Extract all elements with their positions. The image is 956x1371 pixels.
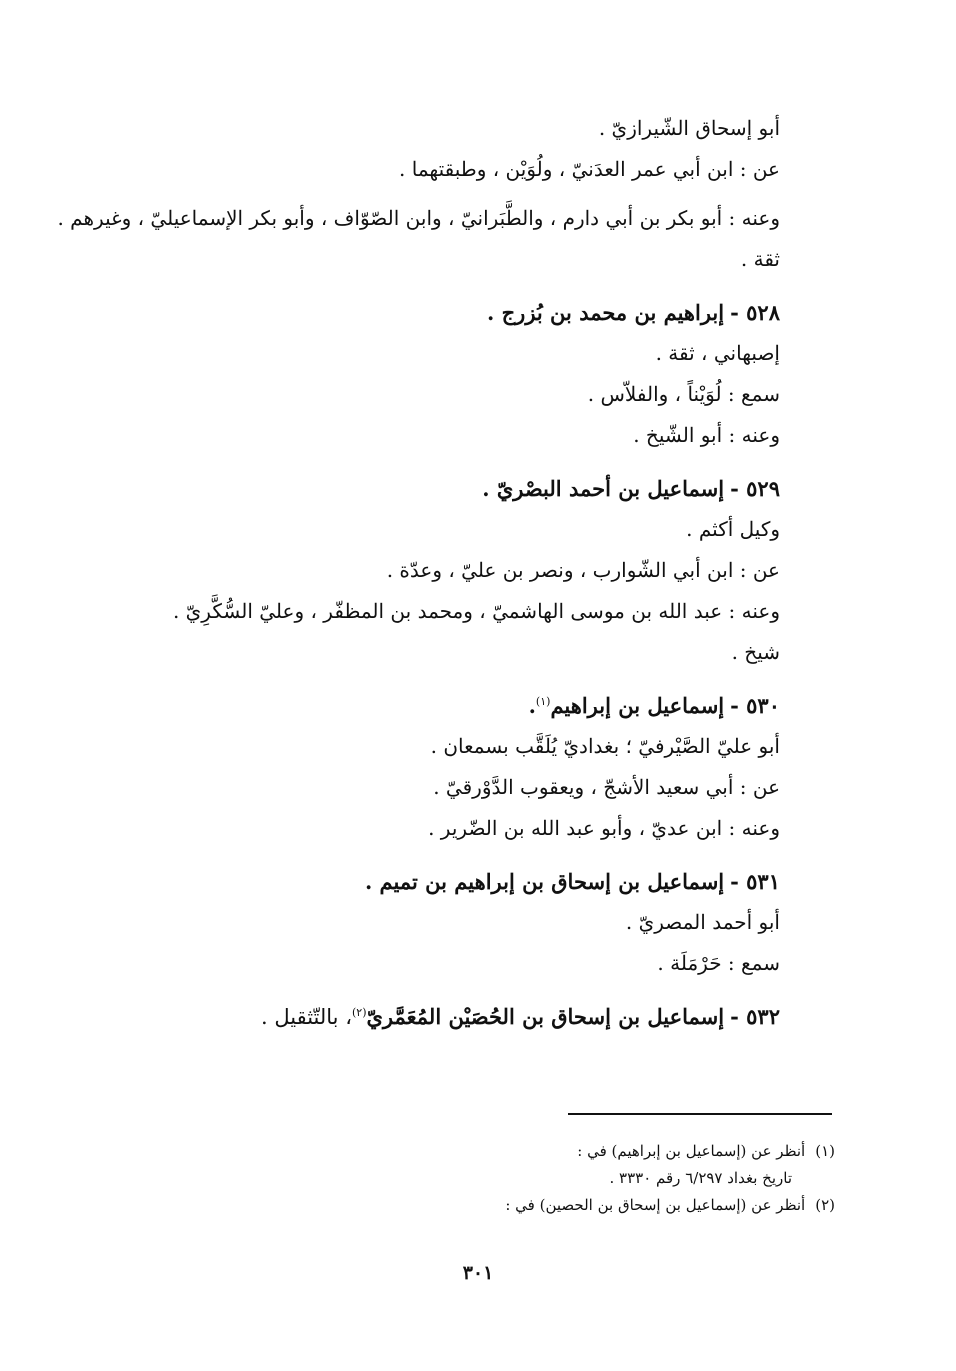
text-line: إصبهاني ، ثقة . — [655, 341, 780, 365]
text-line: وعنه : ابن عديّ ، وأبو عبد الله بن الضّرير . — [428, 816, 780, 840]
entry-title: إبراهيم بن محمد بن بُزرج . — [487, 300, 725, 325]
footnote-ref[interactable]: (١) — [535, 695, 551, 708]
footnote-ref[interactable]: (٢) — [351, 1006, 367, 1019]
footnote-separator — [568, 1113, 832, 1115]
footnotes — [300, 1138, 835, 1219]
text-line: عن : ابن أبي الشّوارب ، ونصر بن عليّ ، وعدّة . — [386, 558, 780, 582]
entry-title: إسماعيل بن أحمد البصْريّ . — [482, 476, 725, 501]
entry-title: إسماعيل بن إسحاق بن الحُصَيْن المُعَمَّريّ — [366, 1004, 725, 1029]
text-line: أبو عليّ الصَّيْرفيّ ؛ بغداديّ يُلَقَّب بسمعان . — [430, 734, 780, 758]
footnote-text: أنظر عن (إسماعيل بن إبراهيم) في : — [577, 1142, 806, 1160]
entry-heading-528 — [100, 292, 780, 333]
entry-heading-531 — [100, 861, 780, 902]
footnote-1 — [300, 1138, 835, 1165]
text-line: وكيل أكثم . — [686, 517, 780, 541]
entry-number: ٥٢٩ - — [730, 476, 780, 501]
entry-title-end: . — [528, 693, 536, 718]
page-number: ٣٠١ — [462, 1262, 494, 1284]
entry-title: إسماعيل بن إبراهيم — [550, 693, 725, 718]
entry-title: إسماعيل بن إسحاق بن إبراهيم بن تميم . — [364, 869, 725, 894]
entry-number: ٥٢٨ - — [730, 300, 780, 325]
entry-number: ٥٣٢ - — [730, 1004, 780, 1029]
entry-heading-529 — [100, 468, 780, 509]
text-line: سمع : حَرْمَلَة . — [657, 951, 780, 975]
text-line: وعنه : عبد الله بن موسى الهاشميّ ، ومحمد بن المظفّر ، وعليّ السُّكَّرِيّ . — [172, 599, 780, 623]
main-text — [57, 108, 780, 1038]
footnote-marker: (١) — [815, 1142, 835, 1160]
entry-heading-530 — [100, 685, 780, 726]
wrapped-paragraph: وعنه : أبو بكر بن أبي دارم ، والطَّبَرانيّ ، وابن الصّوّاف ، وأبو بكر الإسماعيليّ ، وغيرهم . — [57, 206, 780, 230]
text-line: وعنه : أبو الشّيخ . — [633, 423, 780, 447]
entry-number: ٥٣١ - — [730, 869, 780, 894]
footnote-marker: (٢) — [815, 1196, 835, 1214]
text-line: أبو إسحاق الشّيرازيّ . — [598, 116, 780, 140]
text-line: ثقة . — [740, 247, 780, 271]
footnote-text: أنظر عن (إسماعيل بن إسحاق بن الحصين) في : — [505, 1196, 806, 1214]
entry-heading-532 — [100, 996, 780, 1038]
text-line: سمع : لُوَيْناً ، والفلاّس . — [587, 382, 780, 406]
entry-number: ٥٣٠ - — [730, 693, 780, 718]
text-line: عن : ابن أبي عمر العدَنيّ ، ولُوَيْن ، وطبقتهما . — [399, 157, 780, 181]
footnote-1-continuation: تاريخ بغداد ٦/٢٩٧ رقم ٣٣٣٠ . — [609, 1169, 792, 1187]
footnote-2 — [300, 1192, 835, 1219]
text-line: شيخ . — [731, 640, 780, 664]
entry-trail: ، بالتّثقيل . — [260, 1005, 352, 1029]
text-line: عن : أبي سعيد الأشجّ ، ويعقوب الدَّوْرقيّ . — [433, 775, 780, 799]
text-line: أبو أحمد المصريّ . — [625, 910, 780, 934]
